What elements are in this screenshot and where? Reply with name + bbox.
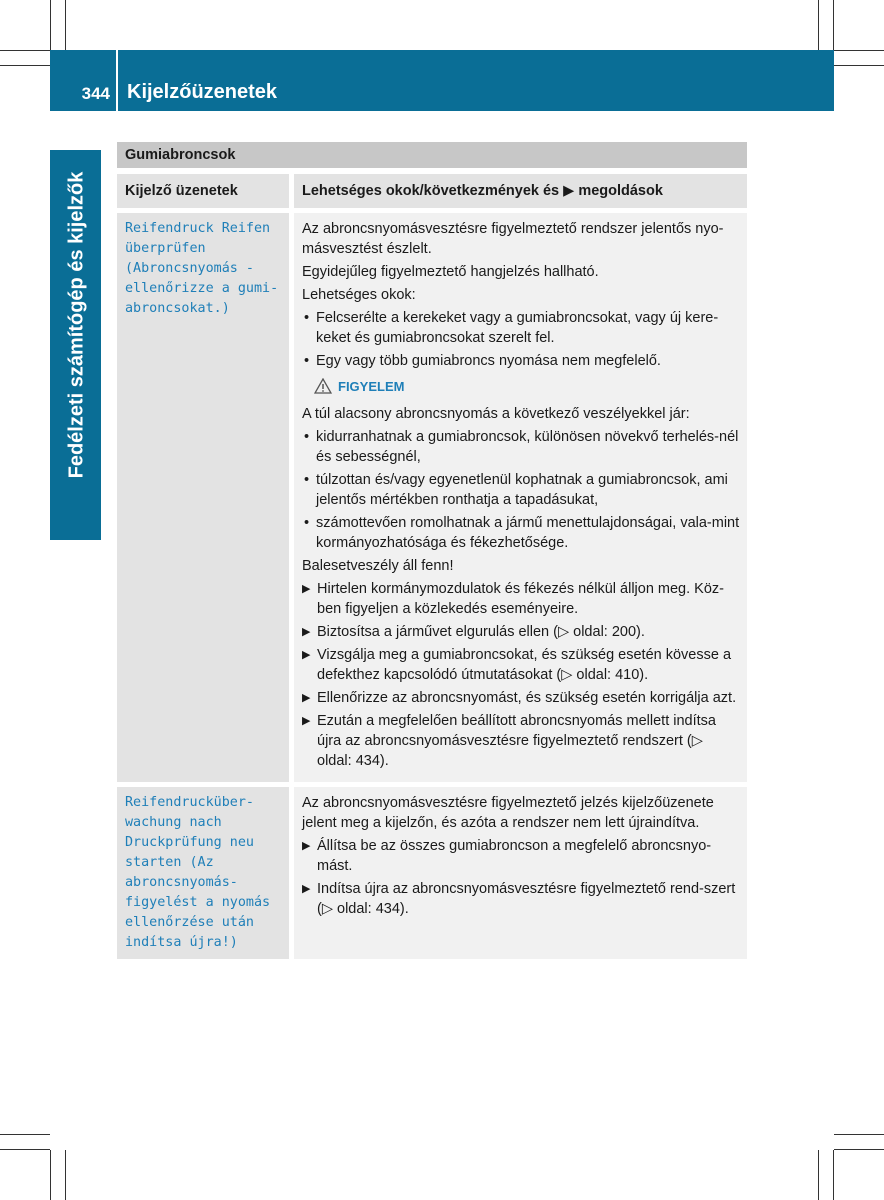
step-text: Hirtelen kormánymozdulatok és fékezés nélkül álljon meg. Köz-ben figyeljen a közlekedés eseményeire.	[317, 581, 724, 617]
arrow-right-icon: ▶	[302, 626, 311, 638]
list-item-text: kidurranhatnak a gumiabroncsok, különösen növekvő terhelés-nél és sebességnél,	[316, 429, 739, 465]
list-item	[302, 308, 741, 348]
list-item	[302, 351, 741, 371]
display-message: Reifendruck Reifen überprüfen (Abroncsnyomás - ellenőrizze a gumi-abroncsokat.)	[117, 211, 292, 785]
table-header-row	[117, 171, 747, 211]
list-item-text: számottevően romolhatnak a jármű menettulajdonságai, vala-mint kormányozhatósága és fékezhetősége.	[316, 515, 740, 551]
list-item	[302, 513, 741, 553]
bullet-dot-icon: •	[304, 472, 310, 488]
paragraph: A túl alacsony abroncsnyomás a következő veszélyekkel jár:	[302, 406, 690, 422]
step-text: Ellenőrizze az abroncsnyomást, és szükség esetén korrigálja azt.	[317, 690, 737, 706]
bullet-dot-icon: •	[304, 515, 310, 531]
header-divider	[116, 50, 118, 111]
arrow-right-icon: ▶	[302, 715, 311, 727]
arrow-right-icon: ▶	[302, 583, 311, 595]
crop-mark	[65, 1150, 66, 1200]
warning-triangle-icon	[314, 378, 332, 394]
column-header-message: Kijelző üzenetek	[117, 171, 292, 211]
step-item	[302, 645, 741, 685]
step-item	[302, 622, 741, 642]
warning-heading	[314, 377, 741, 397]
crop-mark	[65, 0, 66, 50]
section-title: Gumiabroncsok	[117, 142, 747, 171]
list-item-text: Egy vagy több gumiabroncs nyomása nem megfelelő.	[316, 353, 661, 369]
paragraph: Balesetveszély áll fenn!	[302, 558, 454, 574]
paragraph: Az abroncsnyomásvesztésre figyelmeztető rendszer jelentős nyo-másvesztést észlelt.	[302, 221, 724, 257]
crop-mark	[0, 1149, 50, 1150]
crop-mark	[50, 0, 51, 50]
table-section-row	[117, 142, 747, 171]
chapter-side-label: Fedélzeti számítógép és kijelzők	[65, 171, 88, 479]
crop-mark	[833, 0, 834, 50]
crop-mark	[818, 1150, 819, 1200]
step-text: Indítsa újra az abroncsnyomásvesztésre figyelmeztető rend-szert (▷ oldal: 434).	[317, 881, 736, 917]
arrow-right-icon: ▶	[302, 692, 311, 704]
crop-mark	[0, 1134, 50, 1135]
step-item	[302, 836, 741, 876]
crop-mark	[0, 50, 50, 51]
bullet-dot-icon: •	[304, 353, 310, 369]
paragraph: Egyidejűleg figyelmeztető hangjelzés hallható.	[302, 264, 599, 280]
causes-cell	[292, 785, 748, 960]
step-text: Állítsa be az összes gumiabroncson a megfelelő abroncsnyo-mást.	[317, 838, 712, 874]
crop-mark	[50, 1150, 51, 1200]
step-text: Ezután a megfelelően beállított abroncsnyomás mellett indítsa újra az abroncsnyomásvesztésre figyelmeztető rendszert (▷ oldal: 434).	[317, 713, 716, 769]
step-item	[302, 688, 741, 708]
arrow-right-icon: ▶	[302, 649, 311, 661]
page-title: Kijelzőüzenetek	[127, 81, 278, 103]
step-text: Vizsgálja meg a gumiabroncsokat, és szükség esetén kövesse a defekthez kapcsolódó útmutatásokat (▷ oldal: 410).	[317, 647, 732, 683]
table-row	[117, 211, 747, 785]
page-number: 344	[81, 84, 110, 103]
step-item	[302, 579, 741, 619]
crop-mark	[818, 0, 819, 50]
list-item	[302, 470, 741, 510]
crop-mark	[833, 1150, 834, 1200]
paragraph: Az abroncsnyomásvesztésre figyelmeztető jelzés kijelzőüzenete jelent meg a kijelzőn, és azóta a rendszer nem lett újraindítva.	[302, 795, 714, 831]
step-item	[302, 879, 741, 919]
column-header-causes: Lehetséges okok/következmények és ▶ megoldások	[292, 171, 748, 211]
causes-cell	[292, 211, 748, 785]
arrow-right-icon: ▶	[302, 840, 311, 852]
crop-mark	[834, 50, 884, 51]
warning-label: FIGYELEM	[338, 379, 405, 394]
step-item	[302, 711, 741, 771]
list-item-text: túlzottan és/vagy egyenetlenül kophatnak a gumiabroncsok, ami jelentős mértékben ronthatja a tapadásukat,	[316, 472, 728, 508]
crop-mark	[834, 1134, 884, 1135]
display-message: Reifendrucküber-wachung nach Druckprüfung neu starten (Az abroncsnyomás-figyelést a nyomás ellenőrzése után indítsa újra!)	[117, 785, 292, 960]
crop-mark	[0, 65, 50, 66]
messages-table	[117, 142, 747, 959]
step-text: Biztosítsa a járművet elgurulás ellen (▷ oldal: 200).	[317, 624, 645, 640]
bullet-dot-icon: •	[304, 310, 310, 326]
table-row	[117, 785, 747, 960]
crop-mark	[834, 1149, 884, 1150]
paragraph: Lehetséges okok:	[302, 287, 416, 303]
list-item-text: Felcserélte a kerekeket vagy a gumiabroncsokat, vagy új kere-keket és gumiabroncsokat szerelt fel.	[316, 310, 719, 346]
bullet-dot-icon: •	[304, 429, 310, 445]
arrow-right-icon: ▶	[302, 883, 311, 895]
crop-mark	[834, 65, 884, 66]
list-item	[302, 427, 741, 467]
